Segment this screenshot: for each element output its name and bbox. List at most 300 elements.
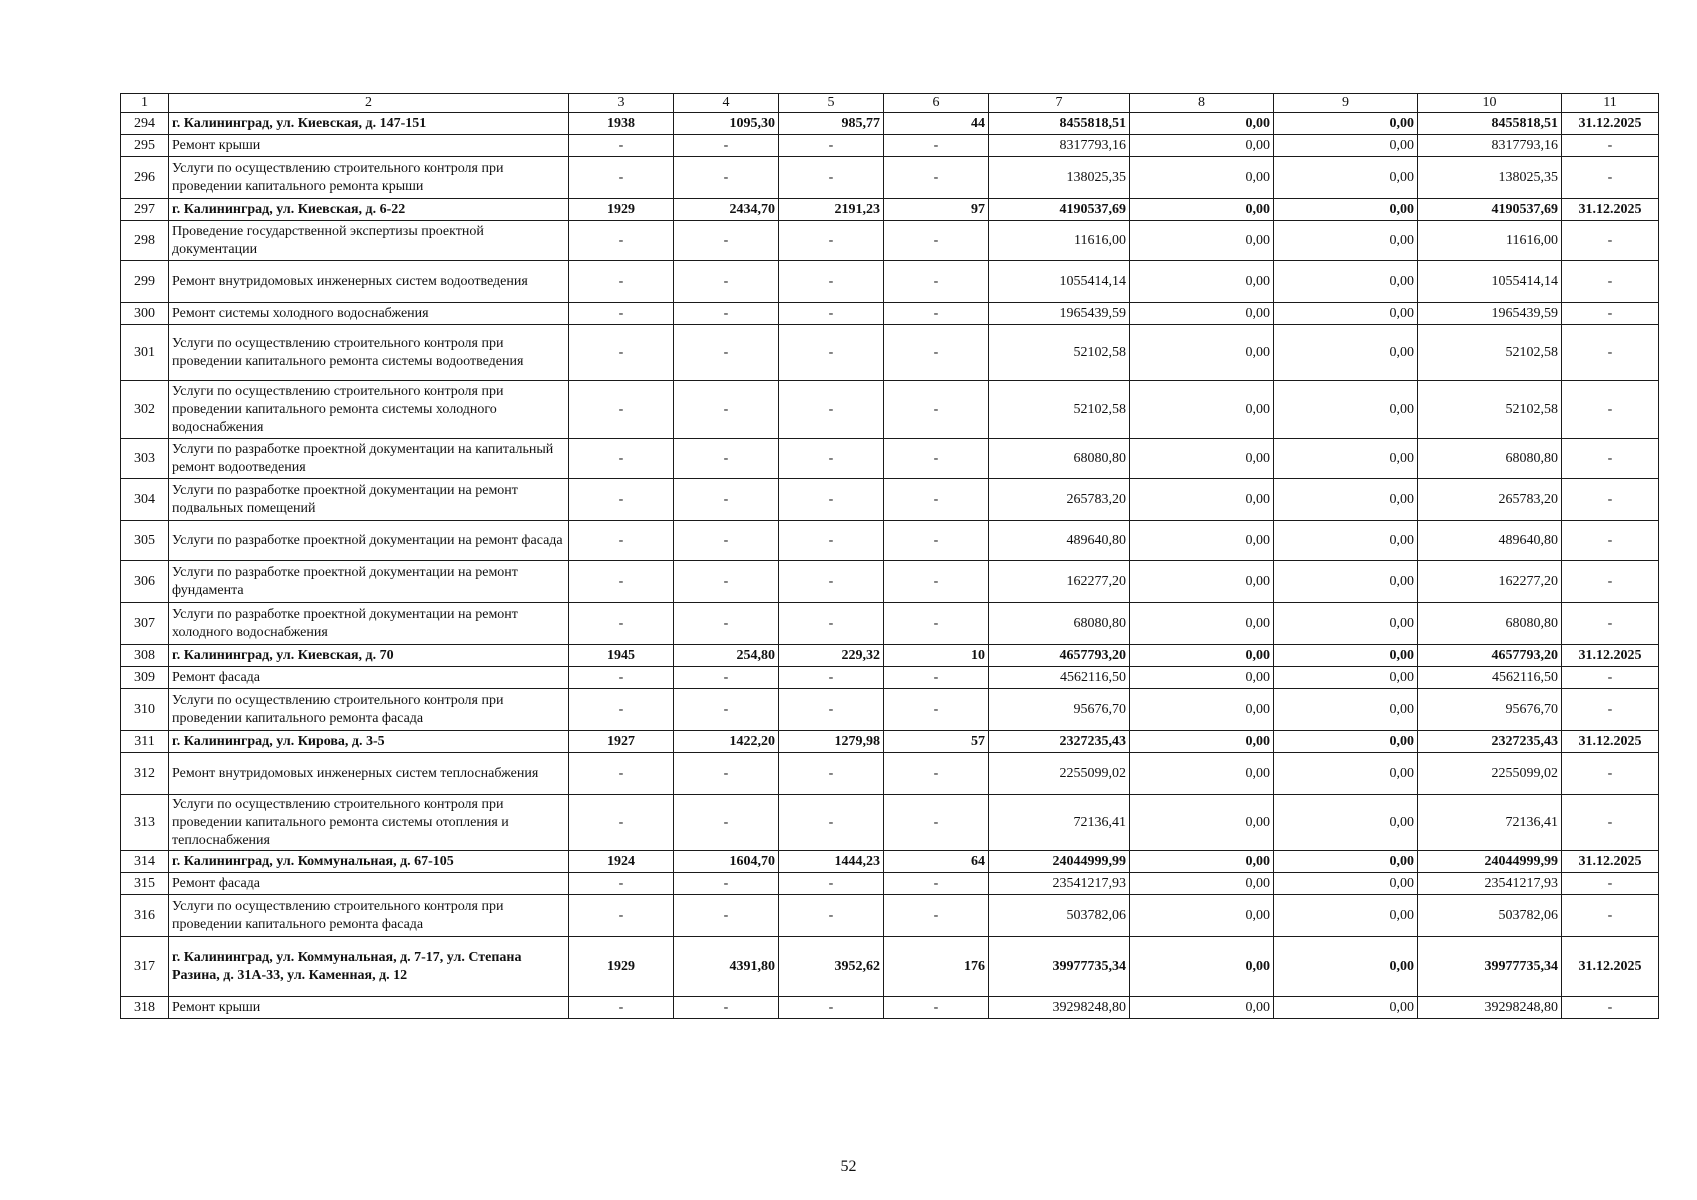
cell-col-3: - xyxy=(569,325,674,381)
cell-col-11: - xyxy=(1562,221,1659,261)
cell-col-9: 0,00 xyxy=(1274,221,1418,261)
cell-col-2: г. Калининград, ул. Коммунальная, д. 7-17, ул. Степана Разина, д. 31А-33, ул. Каменная, д. 12 xyxy=(169,937,569,997)
cell-col-4: - xyxy=(674,261,779,303)
cell-col-9: 0,00 xyxy=(1274,851,1418,873)
cell-col-11: - xyxy=(1562,689,1659,731)
cell-col-11: - xyxy=(1562,325,1659,381)
cell-col-3: - xyxy=(569,873,674,895)
cell-col-2: Ремонт крыши xyxy=(169,997,569,1019)
cell-col-6: 176 xyxy=(884,937,989,997)
cell-col-3: - xyxy=(569,261,674,303)
cell-col-9: 0,00 xyxy=(1274,479,1418,521)
cell-col-1: 307 xyxy=(121,603,169,645)
cell-col-6: - xyxy=(884,795,989,851)
table-row xyxy=(121,689,1659,731)
table-row xyxy=(121,895,1659,937)
table-row xyxy=(121,381,1659,439)
cell-col-2: Услуги по осуществлению строительного контроля при проведении капитального ремонта системы водоотведения xyxy=(169,325,569,381)
col-header: 11 xyxy=(1562,94,1659,113)
cell-col-7: 4657793,20 xyxy=(989,645,1130,667)
cell-col-7: 95676,70 xyxy=(989,689,1130,731)
cell-col-4: - xyxy=(674,303,779,325)
cell-col-3: 1929 xyxy=(569,937,674,997)
cell-col-7: 68080,80 xyxy=(989,603,1130,645)
cell-col-2: Ремонт внутридомовых инженерных систем теплоснабжения xyxy=(169,753,569,795)
table-row xyxy=(121,561,1659,603)
cell-col-11: 31.12.2025 xyxy=(1562,937,1659,997)
cell-col-10: 4190537,69 xyxy=(1418,199,1562,221)
cell-col-6: - xyxy=(884,325,989,381)
cell-col-11: - xyxy=(1562,561,1659,603)
cell-col-11: - xyxy=(1562,667,1659,689)
cell-col-4: - xyxy=(674,753,779,795)
cell-col-7: 23541217,93 xyxy=(989,873,1130,895)
cell-col-11: 31.12.2025 xyxy=(1562,851,1659,873)
cell-col-2: Ремонт системы холодного водоснабжения xyxy=(169,303,569,325)
cell-col-6: 44 xyxy=(884,113,989,135)
cell-col-11: - xyxy=(1562,795,1659,851)
cell-col-4: 1604,70 xyxy=(674,851,779,873)
cell-col-3: - xyxy=(569,479,674,521)
cell-col-5: - xyxy=(779,135,884,157)
cell-col-10: 1965439,59 xyxy=(1418,303,1562,325)
cell-col-5: - xyxy=(779,997,884,1019)
cell-col-7: 39298248,80 xyxy=(989,997,1130,1019)
cell-col-9: 0,00 xyxy=(1274,937,1418,997)
cell-col-8: 0,00 xyxy=(1130,325,1274,381)
cell-col-4: - xyxy=(674,521,779,561)
cell-col-10: 8317793,16 xyxy=(1418,135,1562,157)
cell-col-3: - xyxy=(569,157,674,199)
cell-col-1: 316 xyxy=(121,895,169,937)
cell-col-6: - xyxy=(884,521,989,561)
cell-col-1: 301 xyxy=(121,325,169,381)
cell-col-1: 311 xyxy=(121,731,169,753)
col-header: 6 xyxy=(884,94,989,113)
cell-col-8: 0,00 xyxy=(1130,667,1274,689)
cell-col-11: - xyxy=(1562,479,1659,521)
cell-col-10: 4657793,20 xyxy=(1418,645,1562,667)
cell-col-2: Услуги по осуществлению строительного контроля при проведении капитального ремонта крыши xyxy=(169,157,569,199)
table-row xyxy=(121,135,1659,157)
cell-col-4: - xyxy=(674,157,779,199)
cell-col-9: 0,00 xyxy=(1274,303,1418,325)
cell-col-6: - xyxy=(884,261,989,303)
cell-col-11: - xyxy=(1562,157,1659,199)
cell-col-9: 0,00 xyxy=(1274,795,1418,851)
cell-col-5: - xyxy=(779,261,884,303)
cell-col-8: 0,00 xyxy=(1130,261,1274,303)
table-row xyxy=(121,303,1659,325)
cell-col-5: - xyxy=(779,479,884,521)
table-row xyxy=(121,603,1659,645)
cell-col-6: - xyxy=(884,561,989,603)
cell-col-2: Услуги по осуществлению строительного контроля при проведении капитального ремонта фасада xyxy=(169,689,569,731)
cell-col-10: 11616,00 xyxy=(1418,221,1562,261)
cell-col-9: 0,00 xyxy=(1274,895,1418,937)
cell-col-7: 11616,00 xyxy=(989,221,1130,261)
col-header: 1 xyxy=(121,94,169,113)
cell-col-8: 0,00 xyxy=(1130,157,1274,199)
cell-col-6: - xyxy=(884,479,989,521)
cell-col-4: - xyxy=(674,873,779,895)
cell-col-11: - xyxy=(1562,381,1659,439)
cell-col-10: 68080,80 xyxy=(1418,603,1562,645)
cell-col-8: 0,00 xyxy=(1130,521,1274,561)
cell-col-1: 314 xyxy=(121,851,169,873)
cell-col-3: - xyxy=(569,303,674,325)
col-header: 9 xyxy=(1274,94,1418,113)
cell-col-3: - xyxy=(569,603,674,645)
cell-col-1: 310 xyxy=(121,689,169,731)
cell-col-8: 0,00 xyxy=(1130,645,1274,667)
cell-col-7: 52102,58 xyxy=(989,381,1130,439)
cell-col-9: 0,00 xyxy=(1274,261,1418,303)
cell-col-5: - xyxy=(779,689,884,731)
cell-col-10: 95676,70 xyxy=(1418,689,1562,731)
cell-col-9: 0,00 xyxy=(1274,997,1418,1019)
cell-col-6: 10 xyxy=(884,645,989,667)
cell-col-1: 305 xyxy=(121,521,169,561)
cell-col-3: - xyxy=(569,689,674,731)
cell-col-7: 8317793,16 xyxy=(989,135,1130,157)
cell-col-9: 0,00 xyxy=(1274,521,1418,561)
cell-col-5: - xyxy=(779,667,884,689)
address-row xyxy=(121,731,1659,753)
cell-col-7: 72136,41 xyxy=(989,795,1130,851)
cell-col-5: - xyxy=(779,873,884,895)
cell-col-10: 265783,20 xyxy=(1418,479,1562,521)
cell-col-1: 306 xyxy=(121,561,169,603)
cell-col-7: 162277,20 xyxy=(989,561,1130,603)
cell-col-2: Услуги по разработке проектной документации на капитальный ремонт водоотведения xyxy=(169,439,569,479)
cell-col-1: 303 xyxy=(121,439,169,479)
cell-col-4: - xyxy=(674,479,779,521)
cell-col-5: 3952,62 xyxy=(779,937,884,997)
cell-col-7: 1055414,14 xyxy=(989,261,1130,303)
register-sheet xyxy=(120,93,1659,1019)
cell-col-11: 31.12.2025 xyxy=(1562,731,1659,753)
cell-col-5: 2191,23 xyxy=(779,199,884,221)
cell-col-9: 0,00 xyxy=(1274,381,1418,439)
cell-col-3: - xyxy=(569,381,674,439)
cell-col-8: 0,00 xyxy=(1130,221,1274,261)
cell-col-2: г. Калининград, ул. Коммунальная, д. 67-105 xyxy=(169,851,569,873)
cell-col-5: - xyxy=(779,381,884,439)
cell-col-11: - xyxy=(1562,439,1659,479)
cell-col-7: 2327235,43 xyxy=(989,731,1130,753)
cell-col-2: Ремонт внутридомовых инженерных систем водоотведения xyxy=(169,261,569,303)
table-row xyxy=(121,261,1659,303)
cell-col-3: - xyxy=(569,221,674,261)
col-header: 5 xyxy=(779,94,884,113)
cell-col-1: 318 xyxy=(121,997,169,1019)
table-row xyxy=(121,667,1659,689)
cell-col-5: - xyxy=(779,221,884,261)
col-header: 2 xyxy=(169,94,569,113)
cell-col-5: - xyxy=(779,603,884,645)
cell-col-4: 2434,70 xyxy=(674,199,779,221)
cell-col-9: 0,00 xyxy=(1274,439,1418,479)
cell-col-6: - xyxy=(884,439,989,479)
cell-col-2: Ремонт фасада xyxy=(169,667,569,689)
cell-col-7: 265783,20 xyxy=(989,479,1130,521)
cell-col-9: 0,00 xyxy=(1274,113,1418,135)
cell-col-2: Проведение государственной экспертизы проектной документации xyxy=(169,221,569,261)
cell-col-6: - xyxy=(884,603,989,645)
repair-register-table xyxy=(120,93,1659,1019)
cell-col-10: 489640,80 xyxy=(1418,521,1562,561)
cell-col-11: 31.12.2025 xyxy=(1562,645,1659,667)
cell-col-10: 52102,58 xyxy=(1418,325,1562,381)
cell-col-1: 302 xyxy=(121,381,169,439)
cell-col-2: г. Калининград, ул. Кирова, д. 3-5 xyxy=(169,731,569,753)
cell-col-11: - xyxy=(1562,303,1659,325)
cell-col-3: 1945 xyxy=(569,645,674,667)
cell-col-10: 24044999,99 xyxy=(1418,851,1562,873)
cell-col-10: 4562116,50 xyxy=(1418,667,1562,689)
cell-col-4: 4391,80 xyxy=(674,937,779,997)
cell-col-11: - xyxy=(1562,135,1659,157)
cell-col-8: 0,00 xyxy=(1130,795,1274,851)
cell-col-8: 0,00 xyxy=(1130,753,1274,795)
cell-col-7: 4562116,50 xyxy=(989,667,1130,689)
cell-col-4: - xyxy=(674,795,779,851)
cell-col-4: - xyxy=(674,439,779,479)
cell-col-7: 24044999,99 xyxy=(989,851,1130,873)
cell-col-1: 296 xyxy=(121,157,169,199)
cell-col-4: - xyxy=(674,221,779,261)
cell-col-10: 138025,35 xyxy=(1418,157,1562,199)
cell-col-7: 68080,80 xyxy=(989,439,1130,479)
cell-col-8: 0,00 xyxy=(1130,381,1274,439)
cell-col-10: 8455818,51 xyxy=(1418,113,1562,135)
cell-col-2: Услуги по осуществлению строительного контроля при проведении капитального ремонта фасада xyxy=(169,895,569,937)
cell-col-1: 308 xyxy=(121,645,169,667)
cell-col-5: - xyxy=(779,157,884,199)
cell-col-4: - xyxy=(674,689,779,731)
col-header: 4 xyxy=(674,94,779,113)
table-row xyxy=(121,873,1659,895)
cell-col-4: - xyxy=(674,325,779,381)
cell-col-8: 0,00 xyxy=(1130,873,1274,895)
cell-col-8: 0,00 xyxy=(1130,851,1274,873)
cell-col-3: 1927 xyxy=(569,731,674,753)
cell-col-9: 0,00 xyxy=(1274,157,1418,199)
cell-col-11: 31.12.2025 xyxy=(1562,199,1659,221)
cell-col-9: 0,00 xyxy=(1274,873,1418,895)
cell-col-2: Ремонт фасада xyxy=(169,873,569,895)
table-row xyxy=(121,795,1659,851)
cell-col-2: г. Калининград, ул. Киевская, д. 147-151 xyxy=(169,113,569,135)
cell-col-5: - xyxy=(779,439,884,479)
cell-col-3: - xyxy=(569,667,674,689)
cell-col-8: 0,00 xyxy=(1130,731,1274,753)
cell-col-8: 0,00 xyxy=(1130,479,1274,521)
cell-col-6: - xyxy=(884,895,989,937)
cell-col-8: 0,00 xyxy=(1130,135,1274,157)
cell-col-8: 0,00 xyxy=(1130,303,1274,325)
cell-col-10: 72136,41 xyxy=(1418,795,1562,851)
cell-col-5: - xyxy=(779,521,884,561)
cell-col-1: 309 xyxy=(121,667,169,689)
cell-col-4: 254,80 xyxy=(674,645,779,667)
cell-col-6: - xyxy=(884,135,989,157)
cell-col-11: - xyxy=(1562,521,1659,561)
cell-col-1: 315 xyxy=(121,873,169,895)
cell-col-9: 0,00 xyxy=(1274,135,1418,157)
cell-col-3: - xyxy=(569,439,674,479)
address-row xyxy=(121,645,1659,667)
cell-col-6: 97 xyxy=(884,199,989,221)
cell-col-10: 52102,58 xyxy=(1418,381,1562,439)
cell-col-6: 64 xyxy=(884,851,989,873)
cell-col-4: - xyxy=(674,603,779,645)
cell-col-10: 2255099,02 xyxy=(1418,753,1562,795)
cell-col-9: 0,00 xyxy=(1274,731,1418,753)
cell-col-11: - xyxy=(1562,603,1659,645)
cell-col-3: 1924 xyxy=(569,851,674,873)
cell-col-11: - xyxy=(1562,753,1659,795)
cell-col-8: 0,00 xyxy=(1130,997,1274,1019)
cell-col-3: - xyxy=(569,561,674,603)
table-row xyxy=(121,221,1659,261)
cell-col-6: - xyxy=(884,997,989,1019)
cell-col-5: - xyxy=(779,795,884,851)
cell-col-5: 1444,23 xyxy=(779,851,884,873)
cell-col-7: 39977735,34 xyxy=(989,937,1130,997)
cell-col-8: 0,00 xyxy=(1130,199,1274,221)
cell-col-10: 503782,06 xyxy=(1418,895,1562,937)
col-header: 3 xyxy=(569,94,674,113)
cell-col-6: - xyxy=(884,381,989,439)
cell-col-5: 985,77 xyxy=(779,113,884,135)
cell-col-9: 0,00 xyxy=(1274,753,1418,795)
cell-col-1: 300 xyxy=(121,303,169,325)
cell-col-5: - xyxy=(779,303,884,325)
cell-col-5: 1279,98 xyxy=(779,731,884,753)
cell-col-6: - xyxy=(884,667,989,689)
cell-col-7: 1965439,59 xyxy=(989,303,1130,325)
cell-col-8: 0,00 xyxy=(1130,603,1274,645)
cell-col-1: 317 xyxy=(121,937,169,997)
cell-col-8: 0,00 xyxy=(1130,937,1274,997)
cell-col-7: 4190537,69 xyxy=(989,199,1130,221)
col-header: 8 xyxy=(1130,94,1274,113)
cell-col-4: - xyxy=(674,135,779,157)
cell-col-9: 0,00 xyxy=(1274,667,1418,689)
cell-col-4: 1095,30 xyxy=(674,113,779,135)
cell-col-10: 39977735,34 xyxy=(1418,937,1562,997)
cell-col-3: - xyxy=(569,895,674,937)
cell-col-3: - xyxy=(569,997,674,1019)
cell-col-4: - xyxy=(674,895,779,937)
cell-col-2: Услуги по осуществлению строительного контроля при проведении капитального ремонта системы холодного водоснабжения xyxy=(169,381,569,439)
cell-col-6: - xyxy=(884,157,989,199)
cell-col-4: - xyxy=(674,561,779,603)
cell-col-1: 312 xyxy=(121,753,169,795)
cell-col-3: - xyxy=(569,521,674,561)
cell-col-1: 313 xyxy=(121,795,169,851)
cell-col-11: - xyxy=(1562,261,1659,303)
cell-col-5: - xyxy=(779,753,884,795)
cell-col-4: - xyxy=(674,667,779,689)
cell-col-8: 0,00 xyxy=(1130,895,1274,937)
table-row xyxy=(121,753,1659,795)
cell-col-6: - xyxy=(884,753,989,795)
cell-col-2: Ремонт крыши xyxy=(169,135,569,157)
table-row xyxy=(121,521,1659,561)
cell-col-3: - xyxy=(569,753,674,795)
cell-col-11: - xyxy=(1562,873,1659,895)
cell-col-7: 503782,06 xyxy=(989,895,1130,937)
cell-col-1: 295 xyxy=(121,135,169,157)
cell-col-7: 489640,80 xyxy=(989,521,1130,561)
cell-col-4: 1422,20 xyxy=(674,731,779,753)
cell-col-9: 0,00 xyxy=(1274,199,1418,221)
cell-col-10: 39298248,80 xyxy=(1418,997,1562,1019)
cell-col-9: 0,00 xyxy=(1274,603,1418,645)
cell-col-6: - xyxy=(884,303,989,325)
cell-col-5: - xyxy=(779,325,884,381)
cell-col-9: 0,00 xyxy=(1274,561,1418,603)
cell-col-6: - xyxy=(884,689,989,731)
cell-col-10: 2327235,43 xyxy=(1418,731,1562,753)
address-row xyxy=(121,113,1659,135)
table-row xyxy=(121,439,1659,479)
cell-col-10: 1055414,14 xyxy=(1418,261,1562,303)
address-row xyxy=(121,199,1659,221)
table-row xyxy=(121,325,1659,381)
cell-col-1: 299 xyxy=(121,261,169,303)
cell-col-8: 0,00 xyxy=(1130,561,1274,603)
cell-col-10: 23541217,93 xyxy=(1418,873,1562,895)
cell-col-6: - xyxy=(884,221,989,261)
cell-col-8: 0,00 xyxy=(1130,439,1274,479)
cell-col-1: 298 xyxy=(121,221,169,261)
cell-col-4: - xyxy=(674,381,779,439)
cell-col-1: 294 xyxy=(121,113,169,135)
cell-col-11: - xyxy=(1562,997,1659,1019)
cell-col-5: 229,32 xyxy=(779,645,884,667)
cell-col-7: 138025,35 xyxy=(989,157,1130,199)
cell-col-9: 0,00 xyxy=(1274,689,1418,731)
cell-col-5: - xyxy=(779,561,884,603)
col-header: 7 xyxy=(989,94,1130,113)
address-row xyxy=(121,937,1659,997)
cell-col-9: 0,00 xyxy=(1274,645,1418,667)
table-row xyxy=(121,997,1659,1019)
cell-col-7: 2255099,02 xyxy=(989,753,1130,795)
cell-col-6: 57 xyxy=(884,731,989,753)
cell-col-3: - xyxy=(569,135,674,157)
cell-col-8: 0,00 xyxy=(1130,113,1274,135)
cell-col-2: Услуги по осуществлению строительного контроля при проведении капитального ремонта системы отопления и теплоснабжения xyxy=(169,795,569,851)
cell-col-10: 68080,80 xyxy=(1418,439,1562,479)
cell-col-2: г. Калининград, ул. Киевская, д. 6-22 xyxy=(169,199,569,221)
cell-col-11: 31.12.2025 xyxy=(1562,113,1659,135)
cell-col-1: 297 xyxy=(121,199,169,221)
cell-col-6: - xyxy=(884,873,989,895)
cell-col-2: Услуги по разработке проектной документации на ремонт холодного водоснабжения xyxy=(169,603,569,645)
cell-col-3: - xyxy=(569,795,674,851)
address-row xyxy=(121,851,1659,873)
cell-col-2: Услуги по разработке проектной документации на ремонт подвальных помещений xyxy=(169,479,569,521)
table-row xyxy=(121,157,1659,199)
cell-col-3: 1929 xyxy=(569,199,674,221)
cell-col-2: Услуги по разработке проектной документации на ремонт фасада xyxy=(169,521,569,561)
cell-col-2: г. Калининград, ул. Киевская, д. 70 xyxy=(169,645,569,667)
